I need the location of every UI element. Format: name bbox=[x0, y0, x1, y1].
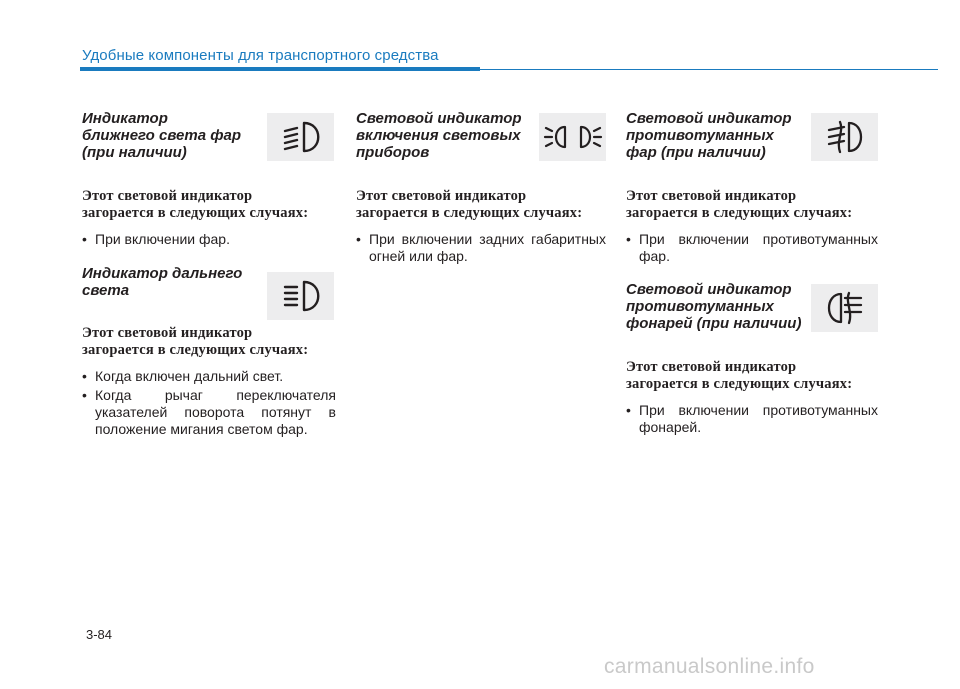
rear-fog-icon bbox=[811, 284, 878, 332]
section-title: Световой индикатор противотуманных фонарей (при наличии) bbox=[626, 281, 802, 332]
section-description: Этот световой индикатор загорается в следующих случаях: bbox=[82, 325, 309, 358]
bullet-list bbox=[82, 231, 336, 248]
position-lamp-icon bbox=[539, 113, 606, 161]
watermark: carmanualsonline.info bbox=[604, 655, 815, 678]
list-item: • При включении противотуманных фонарей. bbox=[626, 402, 878, 436]
section-title: Индикатор дальнего света bbox=[82, 265, 243, 299]
section-header-title: Удобные компоненты для транспортного средства bbox=[82, 47, 439, 64]
list-item: • При включении задних габаритных огней или фар. bbox=[356, 231, 606, 265]
list-item: • При включении противотуманных фар. bbox=[626, 231, 878, 265]
section-title: Световой индикатор включения световых приборов bbox=[356, 110, 522, 161]
section-front-fog bbox=[626, 110, 878, 265]
section-rear-fog bbox=[626, 281, 878, 436]
section-position-lamp bbox=[356, 110, 606, 265]
page-number: 3-84 bbox=[86, 627, 113, 642]
bullet-list bbox=[626, 402, 878, 436]
low-beam-icon bbox=[267, 113, 334, 161]
bullet-list bbox=[626, 231, 878, 265]
list-item: • Когда включен дальний свет. bbox=[82, 368, 336, 385]
high-beam-icon bbox=[267, 272, 334, 320]
section-description: Этот световой индикатор загорается в следующих случаях: bbox=[626, 188, 853, 221]
bullet-list bbox=[82, 368, 336, 438]
section-description: Этот световой индикатор загорается в следующих случаях: bbox=[626, 359, 853, 392]
section-title: Световой индикатор противотуманных фар (при наличии) bbox=[626, 110, 792, 161]
list-item: • При включении фар. bbox=[82, 231, 336, 248]
section-title: Индикатор ближнего света фар (при наличии) bbox=[82, 110, 241, 161]
section-description: Этот световой индикатор загорается в следующих случаях: bbox=[82, 188, 309, 221]
section-high-beam bbox=[82, 265, 336, 438]
section-description: Этот световой индикатор загорается в следующих случаях: bbox=[356, 188, 583, 221]
section-low-beam bbox=[82, 110, 336, 248]
bullet-list bbox=[356, 231, 606, 265]
header-rule-thick bbox=[80, 67, 480, 71]
front-fog-icon bbox=[811, 113, 878, 161]
header-rule-thin bbox=[480, 69, 938, 70]
list-item: • Когда рычаг переключателя указателей поворота потянут в положение мигания светом фар. bbox=[82, 387, 336, 438]
